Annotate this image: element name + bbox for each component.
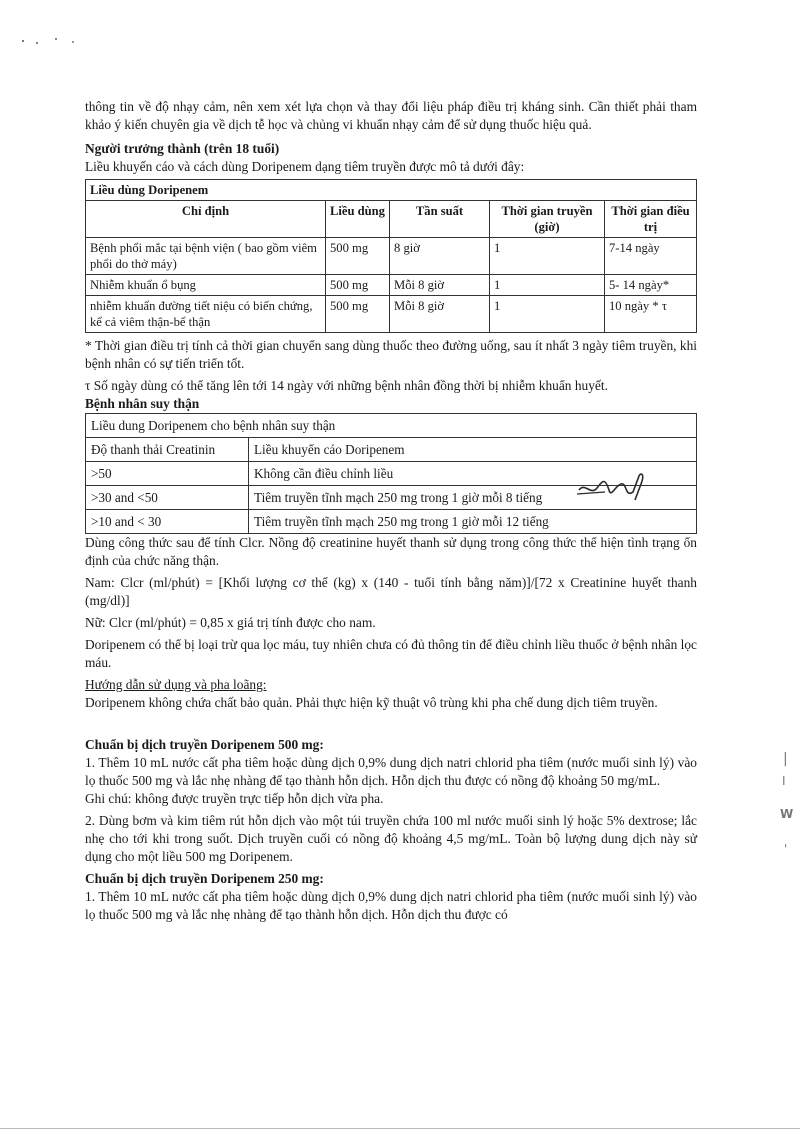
table-cell: Mỗi 8 giờ	[390, 275, 490, 296]
prep-500-step-2: 2. Dùng bơm và kim tiêm rút hỗn dịch vào một túi truyền chứa 100 ml nước muối sinh lý hoặc 5% dextrose; lắc nhẹ cho tới khi trong suốt. Dịch truyền cuối có nồng độ khoảng 4,5 mg/mL. Toàn bộ lượng dung dịch này sử dụng cho một liều 500 mg Doripenem.	[85, 813, 697, 864]
adult-table-caption-row	[86, 180, 697, 201]
table-cell: Bệnh phổi mắc tại bệnh viện ( bao gồm viêm phổi do thở máy)	[86, 238, 326, 275]
table-cell: 5- 14 ngày*	[605, 275, 697, 296]
table-cell: 7-14 ngày	[605, 238, 697, 275]
table-cell: Nhiễm khuẩn ổ bụng	[86, 275, 326, 296]
table-cell: Tiêm truyền tĩnh mạch 250 mg trong 1 giờ mỗi 8 tiếng	[249, 486, 697, 510]
table-cell: nhiễm khuẩn đường tiết niệu có biến chứng, kể cả viêm thận-bể thận	[86, 296, 326, 333]
table-cell: 1	[490, 275, 605, 296]
table-row	[86, 510, 697, 534]
adult-table-header: Tần suất	[390, 201, 490, 238]
adult-table-header-row	[86, 201, 697, 238]
margin-mark: Ⅰ	[782, 774, 786, 788]
prep-250-heading: Chuẩn bị dịch truyền Doripenem 250 mg:	[85, 871, 324, 886]
usage-heading: Hướng dẫn sử dụng và pha loãng:	[85, 677, 267, 692]
prep-500-note: Ghi chú: không được truyền trực tiếp hỗn dịch vừa pha.	[85, 791, 384, 806]
footnote-tau: τ Số ngày dùng có thể tăng lên tới 14 ngày với những bệnh nhân đồng thời bị nhiễm khuẩn huyết.	[85, 378, 608, 393]
renal-table-header-row	[86, 438, 697, 462]
table-cell: 500 mg	[326, 238, 390, 275]
table-cell: >50	[86, 462, 249, 486]
table-cell: >10 and < 30	[86, 510, 249, 534]
renal-heading: Bệnh nhân suy thận	[85, 396, 200, 411]
table-cell: 500 mg	[326, 296, 390, 333]
margin-mark: W	[780, 807, 794, 821]
scan-specks	[22, 38, 82, 46]
prep-250-step-1: 1. Thêm 10 mL nước cất pha tiêm hoặc dùng dịch 0,9% dung dịch natri chlorid pha tiêm (nước muối sinh lý) vào lọ thuốc 500 mg và lắc nhẹ nhàng để tạo thành hỗn dịch. Hỗn dịch thu được có	[85, 889, 697, 922]
table-row	[86, 296, 697, 333]
intro-paragraph: thông tin về độ nhạy cảm, nên xem xét lựa chọn và thay đổi liệu pháp điều trị kháng sinh. Cần thiết phải tham khảo ý kiến chuyên gia về dịch tễ học và chủng vi khuẩn nhạy cảm để sử dụng thuốc hiệu quả.	[85, 99, 697, 132]
table-cell: Mỗi 8 giờ	[390, 296, 490, 333]
table-cell: 8 giờ	[390, 238, 490, 275]
clcr-formula-intro: Dùng công thức sau để tính Clcr. Nồng độ creatinine huyết thanh sử dụng trong công thức thể hiện tình trạng ổn định của chức năng thận.	[85, 535, 697, 568]
adult-dose-table	[85, 179, 697, 333]
table-cell: 1	[490, 238, 605, 275]
prep-500-heading: Chuẩn bị dịch truyền Doripenem 500 mg:	[85, 737, 324, 752]
clcr-formula-female: Nữ: Clcr (ml/phút) = 0,85 x giá trị tính được cho nam.	[85, 615, 376, 630]
renal-table-header: Liều khuyến cáo Doripenem	[249, 438, 697, 462]
adult-table-header: Thời gian điều trị	[605, 201, 697, 238]
usage-paragraph: Doripenem không chứa chất bảo quản. Phải thực hiện kỹ thuật vô trùng khi pha chế dung dịch tiêm truyền.	[85, 695, 658, 710]
dialysis-note: Doripenem có thể bị loại trừ qua lọc máu, tuy nhiên chưa có đủ thông tin để điều chỉnh liều thuốc ở bệnh nhân lọc máu.	[85, 637, 697, 670]
table-cell: Không cần điều chỉnh liều	[249, 462, 697, 486]
table-cell: 1	[490, 296, 605, 333]
margin-mark: |	[783, 751, 788, 767]
document-page	[85, 98, 697, 924]
adult-heading: Người trưởng thành (trên 18 tuổi)	[85, 141, 280, 156]
page-bottom-rule	[0, 1128, 800, 1129]
table-row	[86, 238, 697, 275]
clcr-formula-male: Nam: Clcr (ml/phút) = [Khối lượng cơ thể (kg) x (140 - tuổi tính bằng năm)]/[72 x Creatinine huyết thanh (mg/dl)]	[85, 575, 697, 608]
renal-table-header: Độ thanh thải Creatinin	[86, 438, 249, 462]
handwritten-signature	[575, 468, 655, 508]
table-cell: >30 and <50	[86, 486, 249, 510]
margin-mark: '	[784, 842, 788, 856]
prep-500-step-1: 1. Thêm 10 mL nước cất pha tiêm hoặc dùng dịch 0,9% dung dịch natri chlorid pha tiêm (nước muối sinh lý) vào lọ thuốc 500 mg và lắc nhẹ nhàng để tạo thành hỗn dịch. Hỗn dịch thu được có nồng độ khoảng 50 mg/mL.	[85, 755, 697, 788]
adult-table-header: Liều dùng	[326, 201, 390, 238]
table-cell: Tiêm truyền tĩnh mạch 250 mg trong 1 giờ mỗi 12 tiếng	[249, 510, 697, 534]
table-cell: 10 ngày * τ	[605, 296, 697, 333]
table-row	[86, 275, 697, 296]
adult-table-header: Chỉ định	[86, 201, 326, 238]
table-cell: 500 mg	[326, 275, 390, 296]
renal-table-caption-row	[86, 414, 697, 438]
renal-table-caption: Liều dung Doripenem cho bệnh nhân suy thận	[86, 414, 697, 438]
adult-lead: Liều khuyến cáo và cách dùng Doripenem dạng tiêm truyền được mô tả dưới đây:	[85, 159, 525, 174]
adult-table-header: Thời gian truyền (giờ)	[490, 201, 605, 238]
footnote-asterisk: * Thời gian điều trị tính cả thời gian chuyển sang dùng thuốc theo đường uống, sau ít nhất 3 ngày tiêm truyền, khi bệnh nhân có sự tiến triển tốt.	[85, 338, 697, 371]
adult-table-caption: Liều dùng Doripenem	[86, 180, 697, 201]
